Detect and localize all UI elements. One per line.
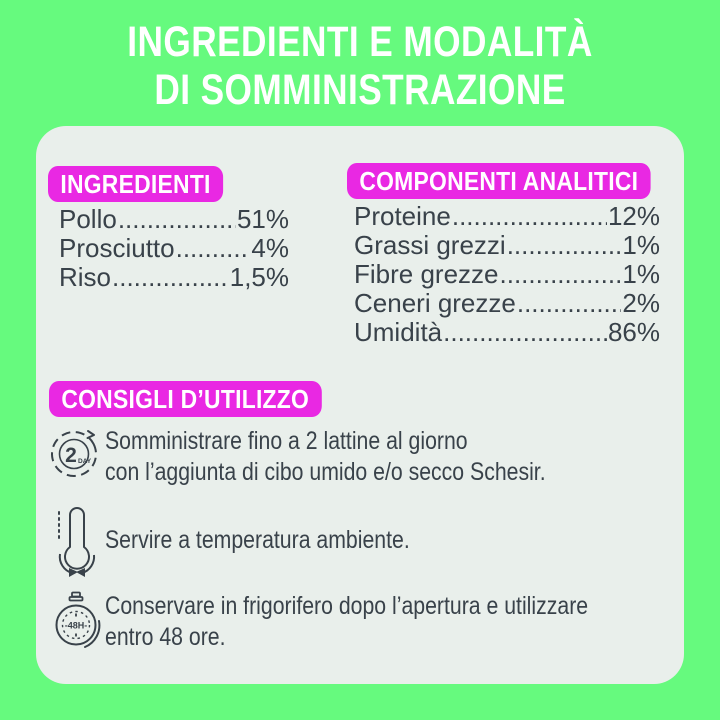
analytical-value: 12% xyxy=(607,201,660,231)
title-line-1: INGREDIENTI E MODALITÀ xyxy=(127,18,593,66)
tip-text xyxy=(105,525,410,556)
usage-heading: CONSIGLI D’UTILIZZO xyxy=(49,381,321,417)
tip-text xyxy=(105,591,588,653)
dotted-leader xyxy=(176,234,251,263)
dotted-leader xyxy=(118,205,236,234)
ingredient-label: Prosciutto xyxy=(59,233,175,263)
usage-tip-temperature xyxy=(48,500,464,580)
ingredient-label: Pollo xyxy=(59,204,117,234)
ingredient-value: 4% xyxy=(251,233,289,263)
analytical-label: Umidità xyxy=(354,317,443,347)
analytical-row xyxy=(354,289,660,318)
content-panel xyxy=(36,126,684,684)
two-per-day-unit: DAY xyxy=(78,458,92,465)
dotted-leader xyxy=(507,231,622,260)
analytical-row xyxy=(354,231,660,260)
tip-text-line: entro 48 ore. xyxy=(105,623,226,651)
thermometer-icon xyxy=(48,500,105,580)
dotted-leader xyxy=(443,318,607,347)
usage-tip-daily-amount xyxy=(48,426,623,488)
dotted-leader xyxy=(517,289,622,318)
ingredient-value: 51% xyxy=(236,204,289,234)
analytical-label: Fibre grezze xyxy=(354,259,499,289)
analytical-value: 1% xyxy=(622,259,660,289)
analytical-row xyxy=(354,318,660,347)
stopwatch-48h-label: -48H- xyxy=(64,620,88,631)
two-per-day-number: 2 xyxy=(65,444,77,467)
tip-text xyxy=(105,426,546,488)
tip-text-line: Conservare in frigorifero dopo l’apertura e utilizzare xyxy=(105,592,589,620)
dotted-leader xyxy=(112,263,229,292)
analytical-list xyxy=(354,202,660,347)
dotted-leader xyxy=(500,260,622,289)
analytical-row xyxy=(354,260,660,289)
analytical-value: 86% xyxy=(607,317,660,347)
ingredient-value: 1,5% xyxy=(229,262,289,292)
ingredient-row xyxy=(59,263,289,292)
analytical-label: Proteine xyxy=(354,201,451,231)
analytical-value: 2% xyxy=(622,288,660,318)
analytical-value: 1% xyxy=(622,230,660,260)
usage-tip-storage xyxy=(48,591,673,655)
ingredients-heading: INGREDIENTI xyxy=(48,166,223,202)
analytical-label: Ceneri grezze xyxy=(354,288,516,318)
tip-text-line: con l’aggiunta di cibo umido e/o secco Schesir. xyxy=(105,458,546,486)
analytical-label: Grassi grezzi xyxy=(354,230,506,260)
two-per-day-icon xyxy=(48,426,105,480)
ingredients-list xyxy=(59,205,289,292)
analytical-heading: COMPONENTI ANALITICI xyxy=(347,163,651,199)
stopwatch-48h-icon xyxy=(48,591,105,655)
ingredient-row xyxy=(59,205,289,234)
analytical-row xyxy=(354,202,660,231)
tip-text-line: Servire a temperatura ambiente. xyxy=(105,525,410,554)
ingredient-row xyxy=(59,234,289,263)
ingredient-label: Riso xyxy=(59,262,112,292)
tip-text-line: Somministrare fino a 2 lattine al giorno xyxy=(105,427,468,455)
dotted-leader xyxy=(452,202,607,231)
page-title xyxy=(65,18,655,114)
title-line-2: DI SOMMINISTRAZIONE xyxy=(154,66,566,114)
